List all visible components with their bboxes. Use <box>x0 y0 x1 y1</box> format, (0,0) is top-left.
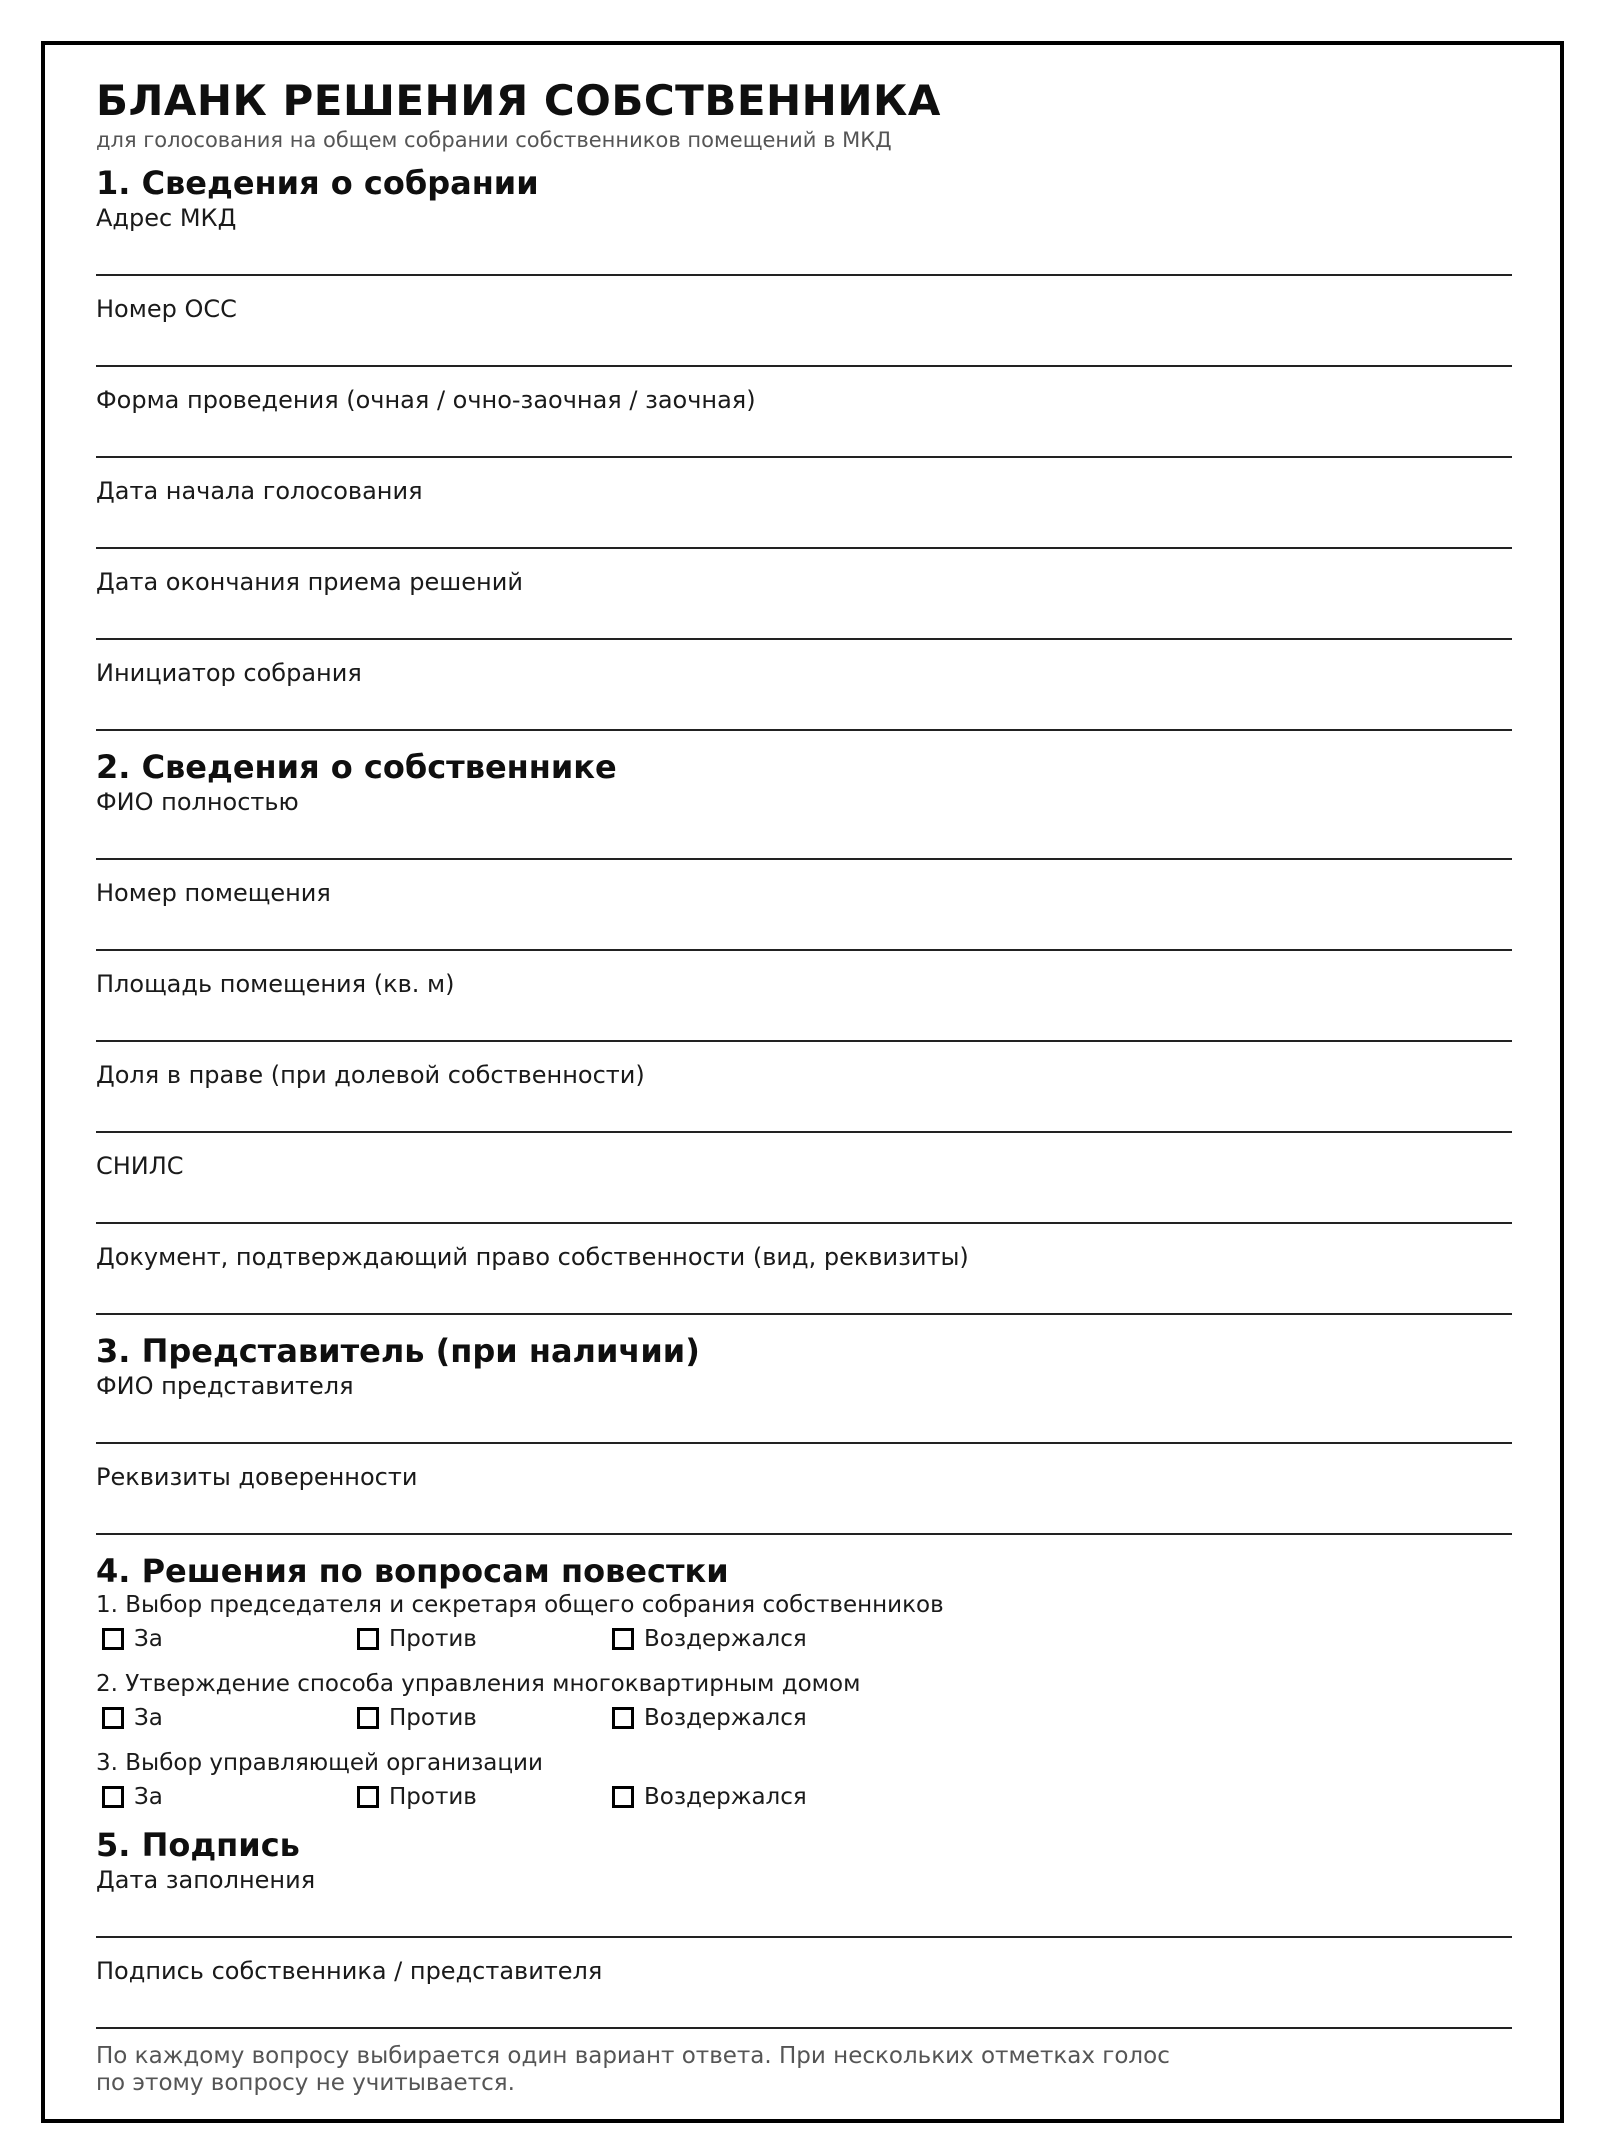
field-address-mkd <box>96 203 1512 276</box>
field-ownership-share <box>96 1060 1512 1133</box>
field-vote-end-date <box>96 567 1512 640</box>
question-3-block <box>96 1748 1512 1809</box>
owner-name-line[interactable] <box>96 817 1512 860</box>
q1-label-protiv: Против <box>389 1626 477 1652</box>
q3-label-za: За <box>134 1784 163 1810</box>
section-representative-title: 3. Представитель (при наличии) <box>96 1332 700 1370</box>
section-meeting-title: 1. Сведения о собрании <box>96 164 539 202</box>
field-ownership-doc <box>96 1242 1512 1315</box>
section-signature-title: 5. Подпись <box>96 1826 300 1864</box>
question-2-block <box>96 1669 1512 1730</box>
q1-checkbox-protiv[interactable] <box>357 1628 379 1650</box>
premises-number-line[interactable] <box>96 908 1512 951</box>
initiator-label: Инициатор собрания <box>96 659 362 687</box>
q2-option-protiv <box>357 1706 612 1730</box>
snils-line[interactable] <box>96 1181 1512 1224</box>
field-signature <box>96 1956 1512 2029</box>
initiator-line[interactable] <box>96 688 1512 731</box>
q1-option-protiv <box>357 1627 612 1651</box>
section-representative <box>96 1333 1512 1535</box>
premises-area-line[interactable] <box>96 999 1512 1042</box>
field-premises-number <box>96 878 1512 951</box>
q2-label-vozderzhalsya: Воздержался <box>644 1705 807 1731</box>
form-subtitle: для голосования на общем собрании собственников помещений в МКД <box>96 128 892 152</box>
poa-details-label: Реквизиты доверенности <box>96 1463 418 1491</box>
signature-line[interactable] <box>96 1986 1512 2029</box>
section-decisions-title: 4. Решения по вопросам повестки <box>96 1552 729 1590</box>
section-decisions <box>96 1553 1512 1809</box>
field-premises-area <box>96 969 1512 1042</box>
oss-number-line[interactable] <box>96 324 1512 367</box>
vote-end-date-label: Дата окончания приема решений <box>96 568 523 596</box>
q2-label-protiv: Против <box>389 1705 477 1731</box>
field-initiator <box>96 658 1512 731</box>
footer-note: По каждому вопросу выбирается один вариант ответа. При нескольких отметках голос по этому вопросу не учитывается. <box>96 2043 1170 2096</box>
ownership-share-line[interactable] <box>96 1090 1512 1133</box>
question-2-label: 2. Утверждение способа управления многоквартирным домом <box>96 1671 861 1697</box>
q3-option-protiv <box>357 1785 612 1809</box>
q3-checkbox-vozderzhalsya[interactable] <box>612 1786 634 1808</box>
q3-label-protiv: Против <box>389 1784 477 1810</box>
section-owner-info <box>96 749 1512 1315</box>
question-3-options <box>96 1785 1512 1809</box>
vote-start-date-line[interactable] <box>96 506 1512 549</box>
question-1-block <box>96 1590 1512 1651</box>
q3-checkbox-protiv[interactable] <box>357 1786 379 1808</box>
q1-option-za <box>102 1627 357 1651</box>
q2-checkbox-za[interactable] <box>102 1707 124 1729</box>
premises-area-label: Площадь помещения (кв. м) <box>96 970 455 998</box>
oss-number-label: Номер ОСС <box>96 295 237 323</box>
section-meeting-info <box>96 165 1512 731</box>
snils-label: СНИЛС <box>96 1152 184 1180</box>
form-title: БЛАНК РЕШЕНИЯ СОБСТВЕННИКА <box>96 76 941 125</box>
signature-label: Подпись собственника / представителя <box>96 1957 603 1985</box>
field-poa-details <box>96 1462 1512 1535</box>
vote-end-date-line[interactable] <box>96 597 1512 640</box>
decision-form-sheet <box>41 41 1564 2123</box>
poa-details-line[interactable] <box>96 1492 1512 1535</box>
address-mkd-line[interactable] <box>96 233 1512 276</box>
question-3-label: 3. Выбор управляющей организации <box>96 1750 543 1776</box>
q3-option-vozderzhalsya <box>612 1785 807 1809</box>
vote-start-date-label: Дата начала голосования <box>96 477 423 505</box>
ownership-share-label: Доля в праве (при долевой собственности) <box>96 1061 645 1089</box>
field-snils <box>96 1151 1512 1224</box>
q3-label-vozderzhalsya: Воздержался <box>644 1784 807 1810</box>
question-1-options <box>96 1627 1512 1651</box>
fill-date-line[interactable] <box>96 1895 1512 1938</box>
q1-checkbox-za[interactable] <box>102 1628 124 1650</box>
q1-checkbox-vozderzhalsya[interactable] <box>612 1628 634 1650</box>
question-1-label: 1. Выбор председателя и секретаря общего собрания собственников <box>96 1592 944 1618</box>
form-type-line[interactable] <box>96 415 1512 458</box>
q2-option-vozderzhalsya <box>612 1706 807 1730</box>
premises-number-label: Номер помещения <box>96 879 331 907</box>
field-fill-date <box>96 1865 1512 1938</box>
ownership-doc-line[interactable] <box>96 1272 1512 1315</box>
q1-label-vozderzhalsya: Воздержался <box>644 1626 807 1652</box>
fill-date-label: Дата заполнения <box>96 1866 316 1894</box>
field-form-type <box>96 385 1512 458</box>
q3-option-za <box>102 1785 357 1809</box>
q1-label-za: За <box>134 1626 163 1652</box>
q2-option-za <box>102 1706 357 1730</box>
section-owner-title: 2. Сведения о собственнике <box>96 748 617 786</box>
section-signature <box>96 1827 1512 2029</box>
form-type-label: Форма проведения (очная / очно-заочная / заочная) <box>96 386 756 414</box>
question-2-options <box>96 1706 1512 1730</box>
rep-name-line[interactable] <box>96 1401 1512 1444</box>
owner-name-label: ФИО полностью <box>96 788 299 816</box>
rep-name-label: ФИО представителя <box>96 1372 354 1400</box>
q2-checkbox-vozderzhalsya[interactable] <box>612 1707 634 1729</box>
field-owner-name <box>96 787 1512 860</box>
ownership-doc-label: Документ, подтверждающий право собственности (вид, реквизиты) <box>96 1243 969 1271</box>
field-rep-name <box>96 1371 1512 1444</box>
field-oss-number <box>96 294 1512 367</box>
q2-checkbox-protiv[interactable] <box>357 1707 379 1729</box>
q1-option-vozderzhalsya <box>612 1627 807 1651</box>
address-mkd-label: Адрес МКД <box>96 204 237 232</box>
field-vote-start-date <box>96 476 1512 549</box>
q3-checkbox-za[interactable] <box>102 1786 124 1808</box>
q2-label-za: За <box>134 1705 163 1731</box>
